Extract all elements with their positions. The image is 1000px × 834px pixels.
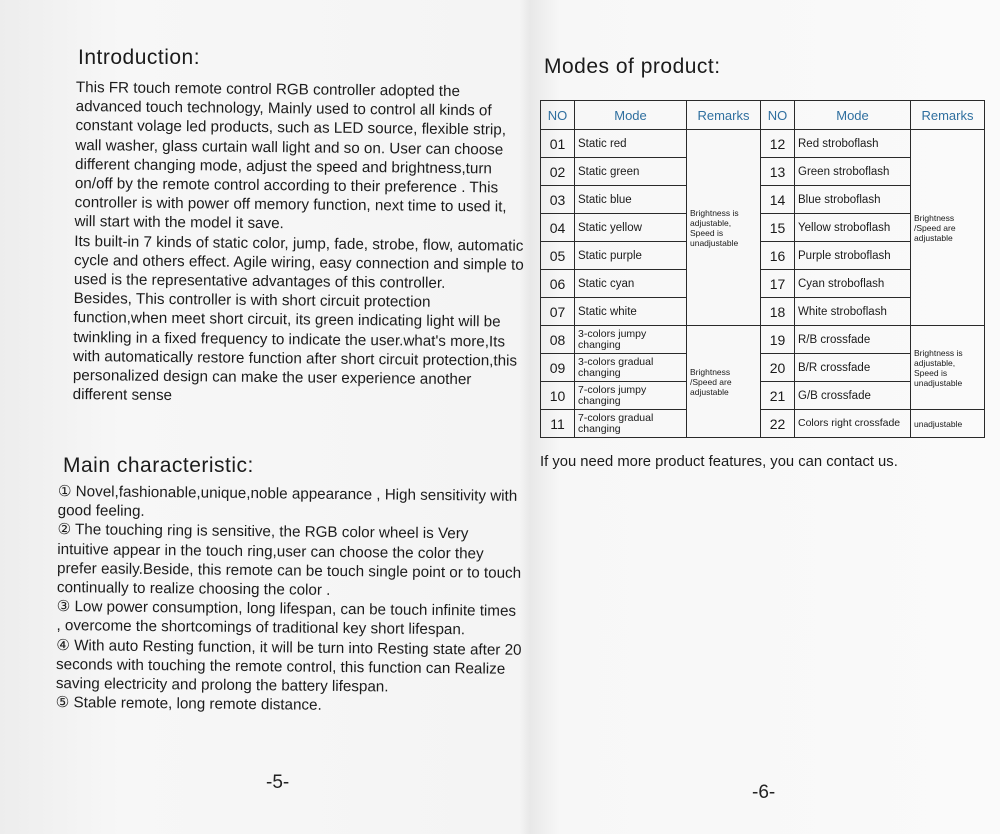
header-no: NO xyxy=(541,101,575,130)
mode-number: 03 xyxy=(541,186,575,214)
mode-name: Blue stroboflash xyxy=(795,186,911,214)
page-right xyxy=(528,0,1000,834)
contact-note: If you need more product features, you can contact us. xyxy=(540,454,898,470)
mode-number: 22 xyxy=(761,410,795,438)
mode-number: 15 xyxy=(761,214,795,242)
mode-number: 12 xyxy=(761,130,795,158)
mode-name: Colors right crossfade xyxy=(795,410,911,438)
intro-paragraph-2: Its built-in 7 kinds of static color, jump, fade, strobe, flow, automatic cycle and others effect. Agile wiring, easy connection and simple to used is the representative advantages of this controller. xyxy=(73,232,524,292)
main-characteristic-heading: Main characteristic: xyxy=(63,454,254,477)
mode-name: Static purple xyxy=(575,242,687,270)
mode-number: 13 xyxy=(761,158,795,186)
mode-number: 01 xyxy=(541,130,575,158)
characteristics-list xyxy=(56,482,524,717)
remarks-cell: Brightness is adjustable, Speed is unadjustable xyxy=(687,130,761,326)
mode-number: 07 xyxy=(541,298,575,326)
modes-table xyxy=(540,100,985,438)
mode-number: 06 xyxy=(541,270,575,298)
mode-name: Static cyan xyxy=(575,270,687,298)
remarks-cell: Brightness /Speed are adjustable xyxy=(911,130,985,326)
table-row xyxy=(541,326,985,354)
mode-name: Static yellow xyxy=(575,214,687,242)
introduction-heading: Introduction: xyxy=(78,46,201,69)
mode-name: Red stroboflash xyxy=(795,130,911,158)
mode-number: 09 xyxy=(541,354,575,382)
mode-number: 10 xyxy=(541,382,575,410)
mode-name: 7-colors gradual changing xyxy=(575,410,687,438)
mode-name: B/R crossfade xyxy=(795,354,911,382)
characteristic-item: ① Novel,fashionable,unique,noble appearance , High sensitivity with good feeling. xyxy=(57,482,518,521)
mode-name: Static red xyxy=(575,130,687,158)
mode-number: 21 xyxy=(761,382,795,410)
mode-number: 20 xyxy=(761,354,795,382)
remarks-cell: Brightness /Speed are adjustable xyxy=(687,326,761,438)
mode-number: 08 xyxy=(541,326,575,354)
mode-name: White stroboflash xyxy=(795,298,911,326)
introduction-text xyxy=(73,78,526,409)
mode-number: 02 xyxy=(541,158,575,186)
mode-number: 17 xyxy=(761,270,795,298)
page-number-right: -6- xyxy=(752,782,776,803)
header-mode: Mode xyxy=(575,101,687,130)
characteristic-item: ③ Low power consumption, long lifespan, can be touch infinite times , overcome the shortcomings of traditional key short lifespan. xyxy=(56,598,517,639)
mode-name: Static white xyxy=(575,298,687,326)
characteristic-item: ⑤ Stable remote, long remote distance. xyxy=(55,694,322,715)
mode-name: Yellow stroboflash xyxy=(795,214,911,242)
mode-name: Purple stroboflash xyxy=(795,242,911,270)
table-row xyxy=(541,130,985,158)
page-number-left: -5- xyxy=(266,772,290,793)
mode-number: 18 xyxy=(761,298,795,326)
table-header-row xyxy=(541,101,985,130)
mode-name: G/B crossfade xyxy=(795,382,911,410)
remarks-cell: unadjustable xyxy=(911,410,985,438)
mode-name: 3-colors gradual changing xyxy=(575,354,687,382)
header-mode: Mode xyxy=(795,101,911,130)
mode-name: R/B crossfade xyxy=(795,326,911,354)
mode-number: 11 xyxy=(541,410,575,438)
modes-heading: Modes of product: xyxy=(544,55,721,78)
header-remarks: Remarks xyxy=(687,101,761,130)
mode-number: 14 xyxy=(761,186,795,214)
mode-name: Cyan stroboflash xyxy=(795,270,911,298)
characteristic-item: ④ With auto Resting function, it will be turn into Resting state after 20 seconds with touching the remote control, this function can Realize saving electricity and prolong the battery lifespan. xyxy=(55,636,522,696)
table-row xyxy=(541,410,985,438)
mode-name: Static green xyxy=(575,158,687,186)
remarks-cell: Brightness is adjustable, Speed is unadjustable xyxy=(911,326,985,410)
mode-name: 3-colors jumpy changing xyxy=(575,326,687,354)
intro-paragraph-1: This FR touch remote control RGB controller adopted the advanced touch technology, Mainly used to control all kinds of constant volage led products, such as LED source, flexible strip, wall washer, glass curtain wall light and so on. User can choose different changing mode, adjust the speed and brightness,turn on/off by the remote control according to their preference . This controller is with power off memory function, next time to used it, will start with the model it save. xyxy=(74,78,507,233)
header-remarks: Remarks xyxy=(911,101,985,130)
characteristic-item: ② The touching ring is sensitive, the RGB color wheel is Very intuitive appear in the touch ring,user can choose the color they prefer easily.Beside, this remote can be touch single point or to touch continually to realize choosing the color . xyxy=(56,521,522,599)
mode-name: 7-colors jumpy changing xyxy=(575,382,687,410)
mode-number: 04 xyxy=(541,214,575,242)
mode-number: 19 xyxy=(761,326,795,354)
mode-number: 05 xyxy=(541,242,575,270)
mode-number: 16 xyxy=(761,242,795,270)
mode-name: Green stroboflash xyxy=(795,158,911,186)
header-no: NO xyxy=(761,101,795,130)
intro-paragraph-3: Besides, This controller is with short circuit protection function,when meet short circuit, its green indicating light will be twinkling in a fixed frequency to indicate the user.what's more,Its with automatically restore function after short circuit protection,this personalized design can make the user experience another different sense xyxy=(72,290,518,405)
mode-name: Static blue xyxy=(575,186,687,214)
